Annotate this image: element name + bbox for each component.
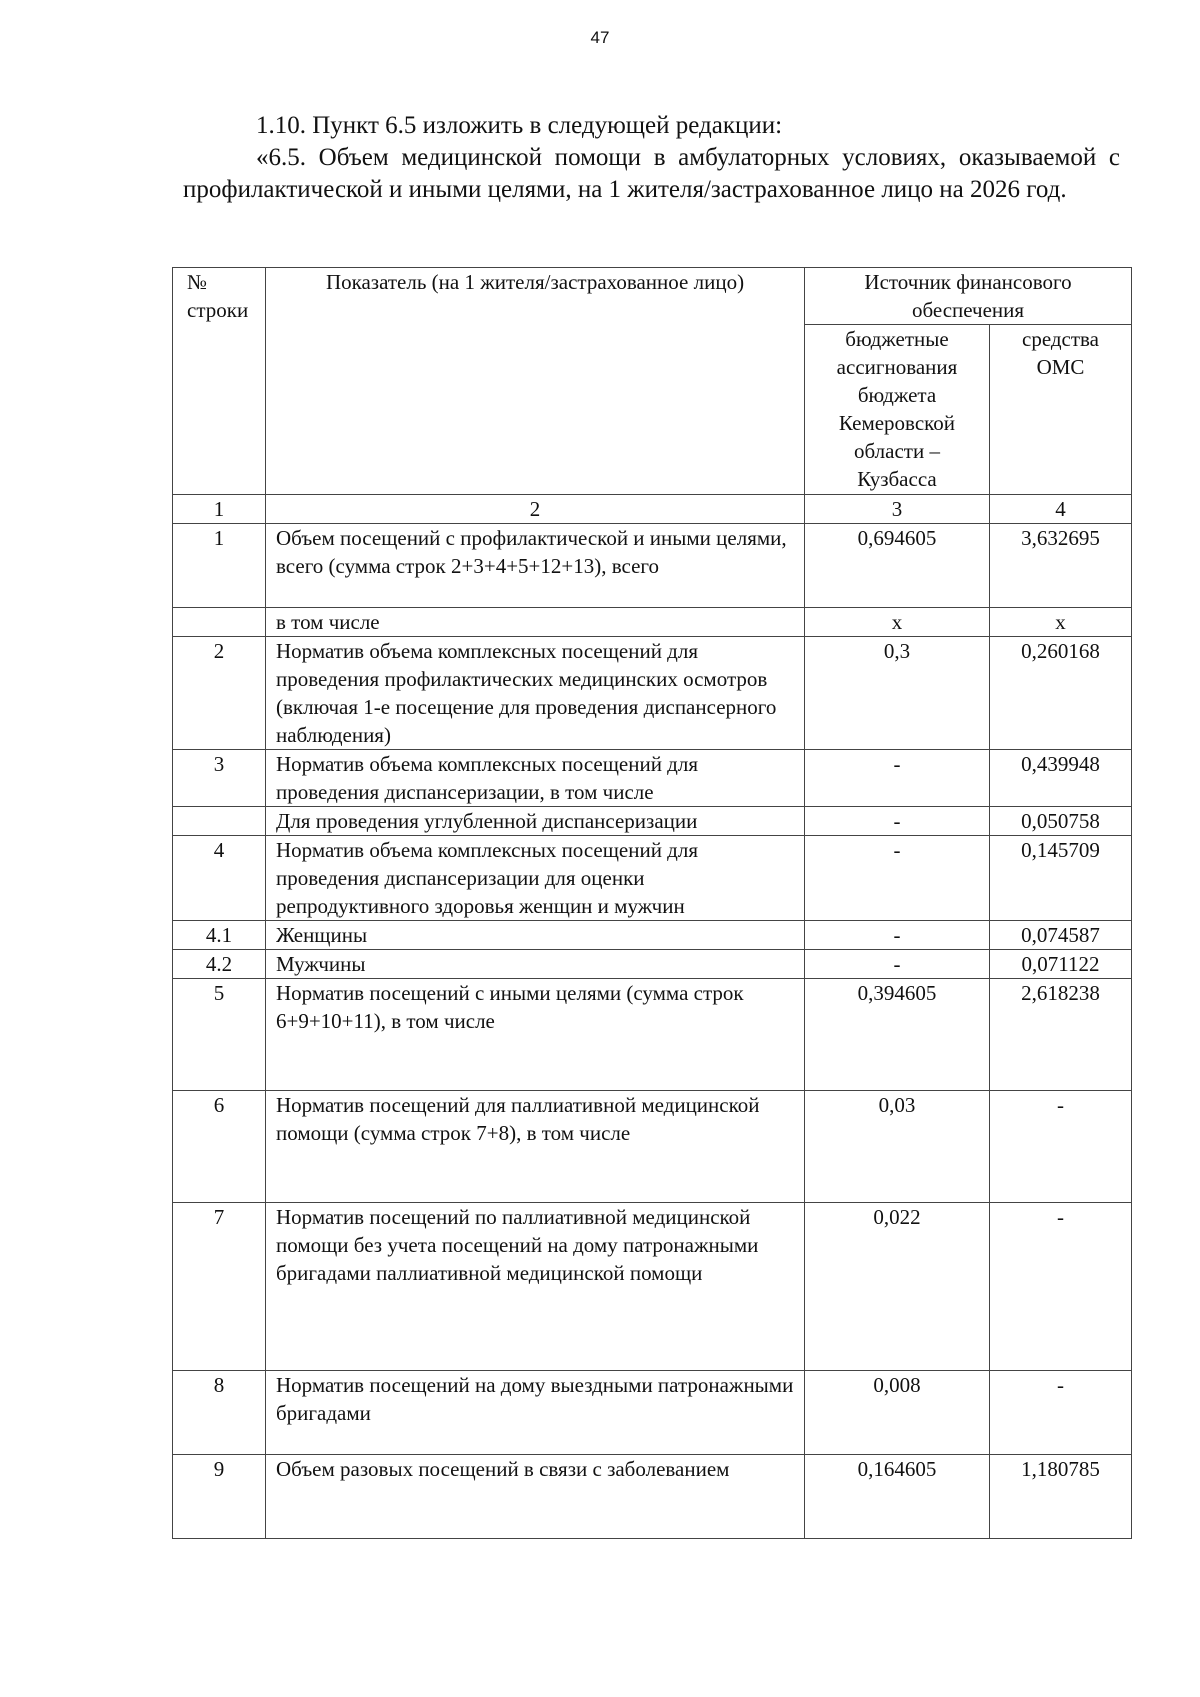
row-budget-value: 0,694605	[805, 524, 990, 608]
row-indicator: Норматив посещений для паллиативной медицинской помощи (сумма строк 7+8), в том числе	[266, 1091, 805, 1203]
row-oms-value: 0,074587	[990, 921, 1132, 950]
table-row	[173, 1371, 1132, 1455]
table-row	[173, 524, 1132, 608]
row-indicator: Норматив посещений на дому выездными патронажными бригадами	[266, 1371, 805, 1455]
row-budget-value: 0,164605	[805, 1455, 990, 1539]
row-oms-value: 0,145709	[990, 836, 1132, 921]
column-number: 3	[805, 495, 990, 524]
table-row	[173, 950, 1132, 979]
row-oms-value: 2,618238	[990, 979, 1132, 1091]
row-oms-value: 0,071122	[990, 950, 1132, 979]
row-oms-value: -	[990, 1203, 1132, 1371]
row-indicator: Норматив объема комплексных посещений для проведения диспансеризации, в том числе	[266, 750, 805, 807]
column-number-row	[173, 495, 1132, 524]
row-indicator: Для проведения углубленной диспансеризации	[266, 807, 805, 836]
column-number: 1	[173, 495, 266, 524]
row-indicator: Мужчины	[266, 950, 805, 979]
row-budget-value: х	[805, 608, 990, 637]
row-indicator: Норматив посещений по паллиативной медицинской помощи без учета посещений на дому патронажными бригадами паллиативной медицинской помощи	[266, 1203, 805, 1371]
row-number	[173, 608, 266, 637]
row-budget-value: -	[805, 750, 990, 807]
table-row	[173, 836, 1132, 921]
row-indicator: Объем разовых посещений в связи с заболеванием	[266, 1455, 805, 1539]
table-row	[173, 1091, 1132, 1203]
row-number: 1	[173, 524, 266, 608]
normative-table	[172, 267, 1132, 1539]
row-number: 6	[173, 1091, 266, 1203]
row-indicator: Норматив посещений с иными целями (сумма строк 6+9+10+11), в том числе	[266, 979, 805, 1091]
header-budget: бюджетные ассигнования бюджета Кемеровской области – Кузбасса	[805, 325, 990, 495]
row-number: 3	[173, 750, 266, 807]
row-number: 4.1	[173, 921, 266, 950]
table-row	[173, 1203, 1132, 1371]
row-number: 2	[173, 637, 266, 750]
row-budget-value: 0,03	[805, 1091, 990, 1203]
header-row-number: № строки	[173, 268, 266, 495]
table-header-row	[173, 268, 1132, 325]
row-budget-value: -	[805, 950, 990, 979]
header-oms: средства ОМС	[990, 325, 1132, 495]
row-budget-value: -	[805, 836, 990, 921]
column-number: 4	[990, 495, 1132, 524]
paragraph-section-title: «6.5. Объем медицинской помощи в амбулаторных условиях, оказываемой с профилактической и иными целями, на 1 жителя/застрахованное лицо на 2026 год.	[183, 144, 1120, 203]
header-indicator: Показатель (на 1 жителя/застрахованное лицо)	[266, 268, 805, 495]
row-budget-value: -	[805, 921, 990, 950]
row-oms-value: 0,050758	[990, 807, 1132, 836]
row-indicator: Норматив объема комплексных посещений для проведения диспансеризации для оценки репродуктивного здоровья женщин и мужчин	[266, 836, 805, 921]
row-budget-value: -	[805, 807, 990, 836]
row-number: 7	[173, 1203, 266, 1371]
row-number	[173, 807, 266, 836]
row-budget-value: 0,008	[805, 1371, 990, 1455]
row-number: 4.2	[173, 950, 266, 979]
row-number: 4	[173, 836, 266, 921]
table-row	[173, 750, 1132, 807]
table-row	[173, 1455, 1132, 1539]
column-number: 2	[266, 495, 805, 524]
row-number: 5	[173, 979, 266, 1091]
table-row	[173, 608, 1132, 637]
row-indicator: Объем посещений с профилактической и иными целями, всего (сумма строк 2+3+4+5+12+13), всего	[266, 524, 805, 608]
row-oms-value: 0,260168	[990, 637, 1132, 750]
row-number: 8	[173, 1371, 266, 1455]
row-number: 9	[173, 1455, 266, 1539]
paragraph-intro: 1.10. Пункт 6.5 изложить в следующей редакции:	[256, 112, 783, 139]
row-oms-value: 0,439948	[990, 750, 1132, 807]
row-indicator: Норматив объема комплексных посещений для проведения профилактических медицинских осмотров (включая 1-е посещение для проведения диспансерного наблюдения)	[266, 637, 805, 750]
table-row	[173, 807, 1132, 836]
row-indicator: в том числе	[266, 608, 805, 637]
table-row	[173, 637, 1132, 750]
row-oms-value: 1,180785	[990, 1455, 1132, 1539]
row-budget-value: 0,394605	[805, 979, 990, 1091]
page-number: 47	[590, 28, 610, 47]
row-budget-value: 0,022	[805, 1203, 990, 1371]
row-oms-value: -	[990, 1371, 1132, 1455]
row-budget-value: 0,3	[805, 637, 990, 750]
header-funding-source: Источник финансового обеспечения	[805, 268, 1132, 325]
row-indicator: Женщины	[266, 921, 805, 950]
table-row	[173, 979, 1132, 1091]
row-oms-value: -	[990, 1091, 1132, 1203]
table-row	[173, 921, 1132, 950]
row-oms-value: 3,632695	[990, 524, 1132, 608]
row-oms-value: х	[990, 608, 1132, 637]
